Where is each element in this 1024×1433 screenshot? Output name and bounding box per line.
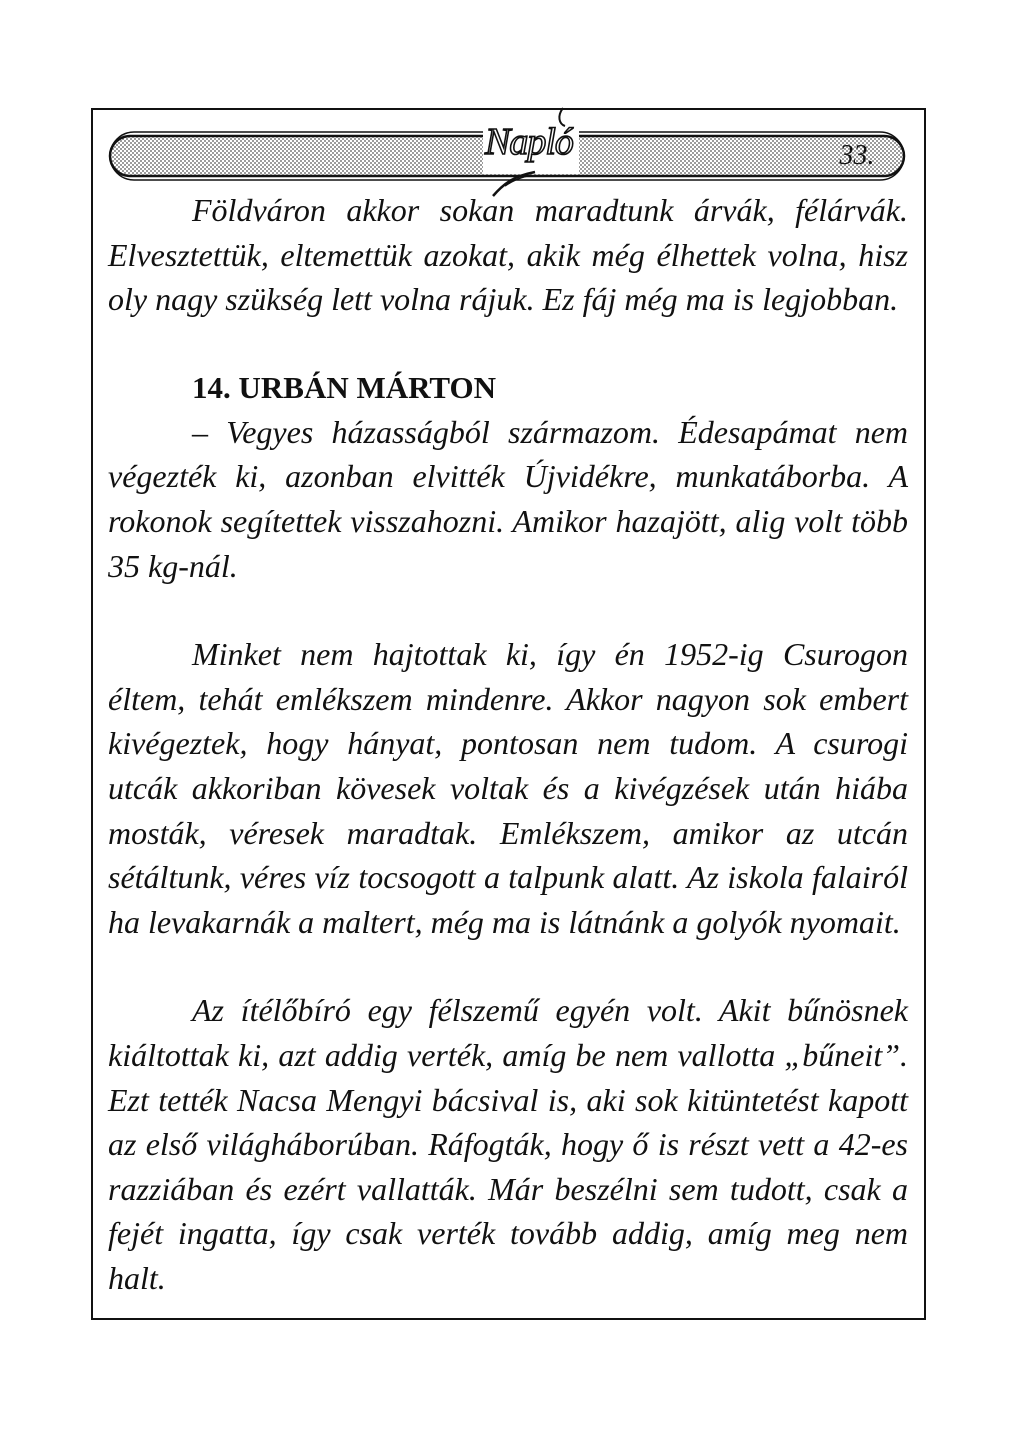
- page-number: 33.: [839, 140, 875, 171]
- paragraph-3: Minket nem hajtottak ki, így én 1952-ig Csurogon éltem, tehát emlékszem mindenre. Akkor nagyon sok embert kivégeztek, hogy hányat, pontosan nem tudom. A csurogi utcák akkoriban kövesek voltak és a kivégzések után hiába mosták, véresek maradtak. Emlékszem, amikor az utcán sétáltunk, véres víz tocsogott a talpunk alatt. Az iskola falairól ha levakarnák a maltert, még ma is látnánk a golyók nyomait.: [108, 636, 908, 940]
- page-content: [108, 188, 908, 1300]
- paragraph-1: Földváron akkor sokan maradtunk árvák, félárvák. Elvesztettük, eltemettük azokat, akik még élhettek volna, hisz oly nagy szükség lett volna rájuk. Ez fáj még ma is legjobban.: [108, 192, 908, 318]
- naplo-logo: [475, 102, 585, 198]
- paragraph-4: Az ítélőbíró egy félszemű egyén volt. Akit bűnösnek kiáltottak ki, azt addig verték, amíg be nem vallotta „bűneit”. Ezt tették Nacsa Mengyi bácsival is, aki sok kitüntetést kapott az első világháborúban. Ráfogták, hogy ő is részt vett a 42-es razziában és ezért vallatták. Már beszélni sem tudott, csak a fejét ingatta, így csak verték tovább addig, amíg meg nem halt.: [108, 992, 908, 1296]
- logo-text: Napló: [485, 121, 573, 163]
- section-heading: 14. URBÁN MÁRTON: [192, 369, 497, 405]
- paragraph-2: – Vegyes házasságból származom. Édesapámat nem végezték ki, azonban elvitték Újvidékre, munkatáborba. A rokonok segítettek visszahozni. Amikor hazajött, alig volt több 35 kg-nál.: [108, 413, 908, 584]
